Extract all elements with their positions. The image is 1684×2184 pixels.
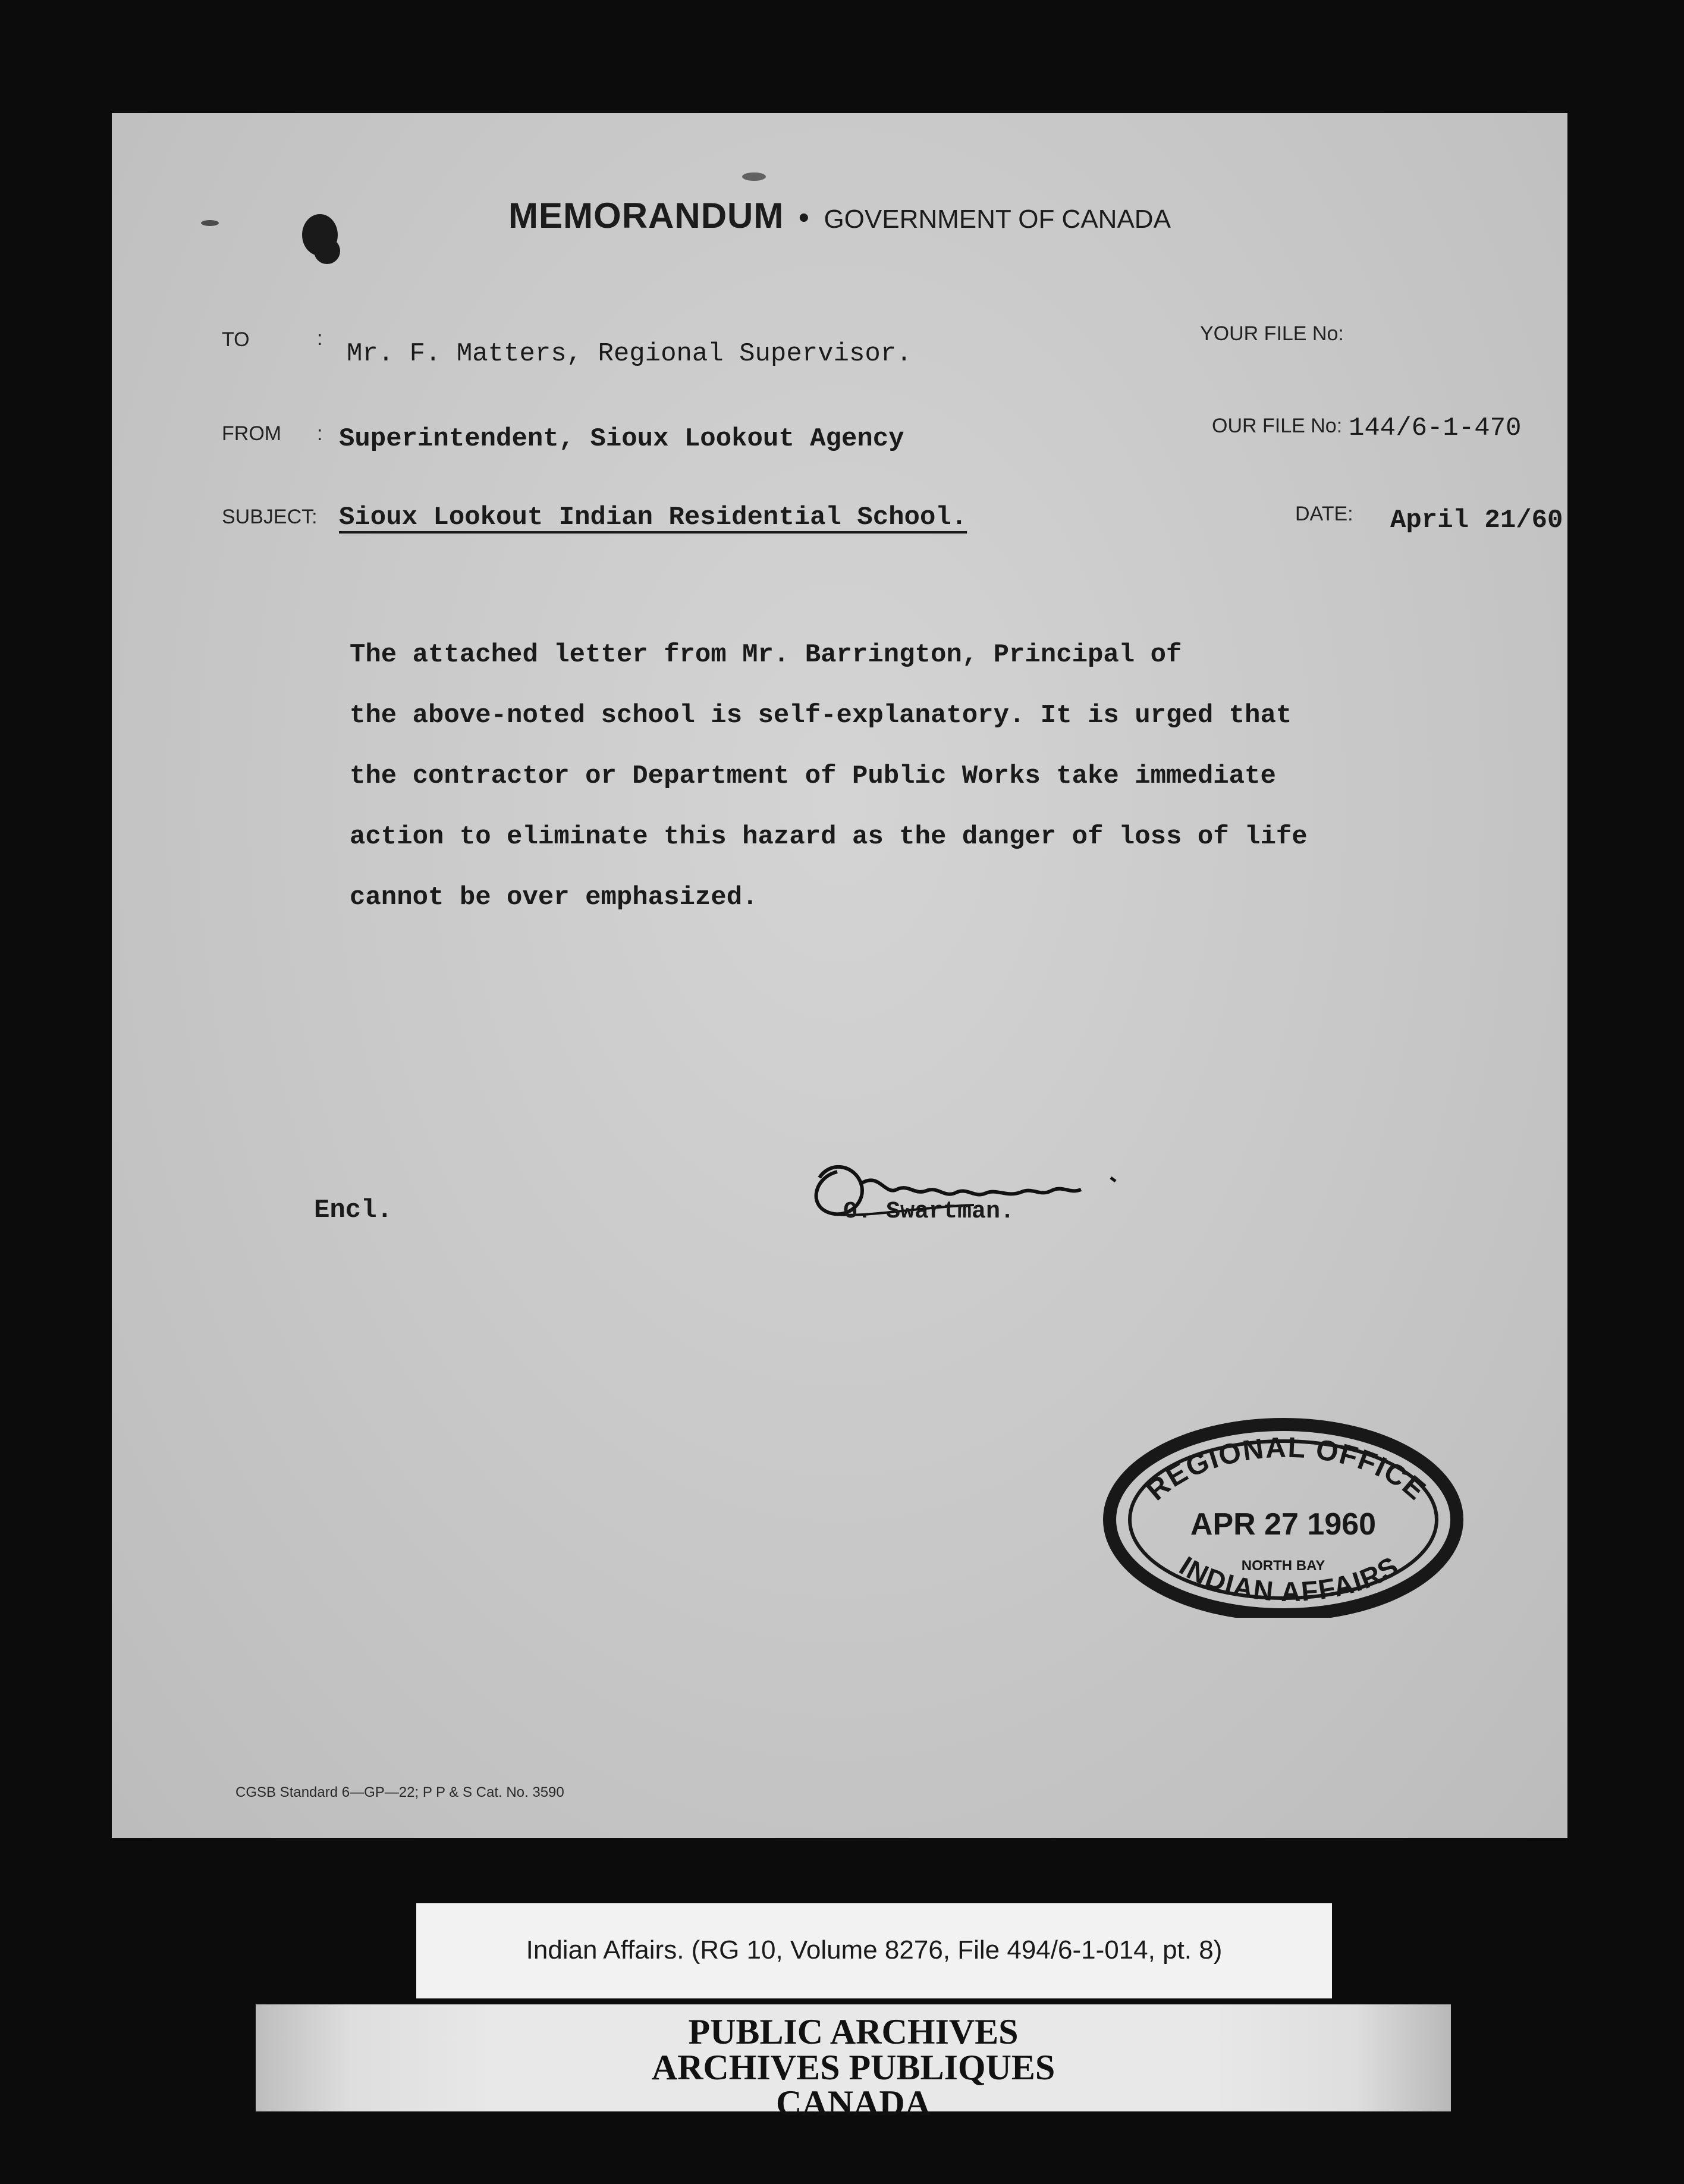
ink-blot <box>314 238 340 264</box>
subject-label: SUBJECT: <box>222 506 318 528</box>
your-file-label: YOUR FILE No: <box>1200 322 1344 345</box>
to-value: Mr. F. Matters, Regional Supervisor. <box>347 339 912 369</box>
to-label: TO <box>222 328 250 351</box>
stamp-bottom-text: INDIAN AFFAIRS <box>1174 1549 1405 1608</box>
header-separator: • <box>798 200 809 235</box>
stamp-top-text: REGIONAL OFFICE <box>1140 1432 1432 1507</box>
date-label: DATE: <box>1295 503 1353 525</box>
our-file-value: 144/6-1-470 <box>1349 413 1522 443</box>
government-label: GOVERNMENT OF CANADA <box>824 205 1171 234</box>
regional-office-stamp <box>1099 1392 1468 1618</box>
date-value: April 21/60 <box>1390 506 1563 535</box>
memo-header <box>112 195 1567 236</box>
archives-banner <box>256 2004 1451 2123</box>
from-label: FROM <box>222 422 282 445</box>
form-code: CGSB Standard 6—GP—22; P P & S Cat. No. 3590 <box>235 1784 564 1800</box>
stamp-date: APR 27 1960 <box>1190 1507 1377 1542</box>
memo-page <box>112 113 1567 1838</box>
from-colon: : <box>317 422 323 445</box>
archives-line-country: CANADA <box>776 2083 931 2123</box>
subject-value: Sioux Lookout Indian Residential School. <box>339 503 967 532</box>
from-value: Superintendent, Sioux Lookout Agency <box>339 424 904 454</box>
archive-reference: Indian Affairs. (RG 10, Volume 8276, File 494/6-1-014, pt. 8) <box>526 1935 1223 1965</box>
our-file-label: OUR FILE No: <box>1212 415 1343 437</box>
to-colon: : <box>317 327 323 350</box>
stamp-city: NORTH BAY <box>1241 1558 1325 1574</box>
archives-line-english: PUBLIC ARCHIVES <box>688 2012 1019 2051</box>
archive-reference-strip <box>416 1903 1332 1998</box>
archives-line-french: ARCHIVES PUBLIQUES <box>651 2048 1055 2087</box>
memo-title: MEMORANDUM <box>508 196 784 236</box>
enclosure-note: Encl. <box>314 1195 393 1225</box>
memo-body: The attached letter from Mr. Barrington, Principal of the above-noted school is self-explanatory. It is urged that the contractor or Department of Public Works take immediate action to eliminate this hazard as the danger of loss of life cannot be over emphasized. <box>350 640 1308 912</box>
ink-speck <box>742 172 766 181</box>
signer-name: G. Swartman. <box>843 1198 1015 1225</box>
